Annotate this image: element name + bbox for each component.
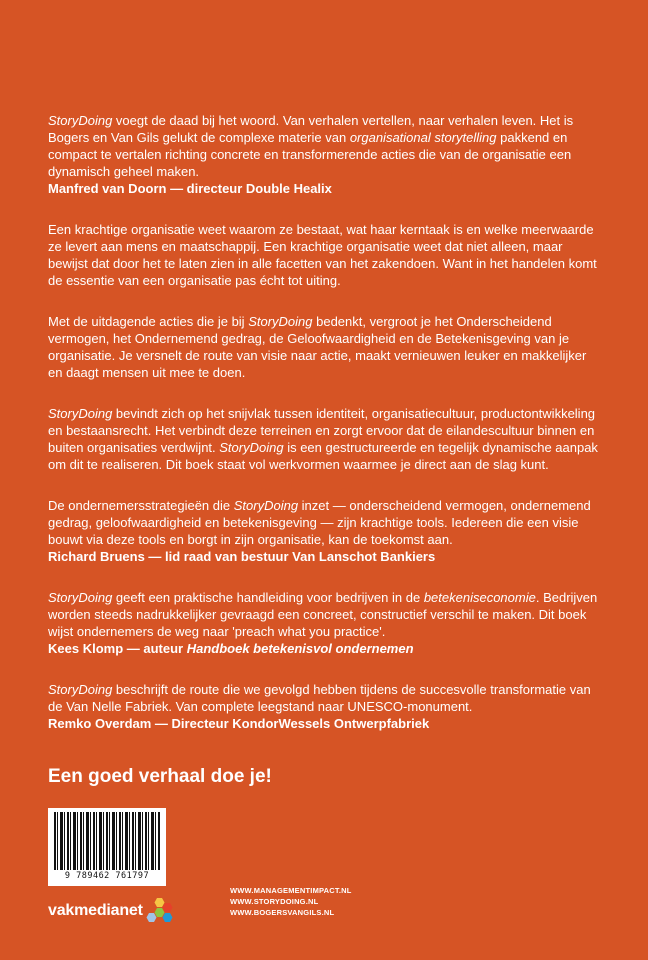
website-list <box>230 885 352 918</box>
paragraph-snijvlak <box>48 405 600 473</box>
url-managementimpact: WWW.MANAGEMENTIMPACT.NL <box>230 886 352 895</box>
quote-text: StoryDoing voegt de daad bij het woord. Van verhalen vertellen, naar verhalen leven. Het is Bogers en Van Gils gelukt de complexe materie van organisational storytelling pakkend en compact te vertalen richting concrete en transformerende acties die van de organisatie een dynamisch geheel maken. <box>48 113 574 179</box>
paragraph-text: Met de uitdagende acties die je bij StoryDoing bedenkt, vergroot je het Onderscheidend vermogen, het Ondernemend gedrag, de Geloofwaardigheid en de Betekenisgeving van je organisatie. Je versnelt de route van visie naar actie, maakt vernieuwen leuker en makkelijker en daagt mensen uit mee te doen. <box>48 314 587 380</box>
slogan: Een goed verhaal doe je! <box>48 766 272 787</box>
quote-richard <box>48 497 600 565</box>
quote-author: Kees Klomp — auteur Handboek betekenisvol ondernemen <box>48 641 414 656</box>
quote-text: StoryDoing geeft een praktische handleiding voor bedrijven in de betekeniseconomie. Bedrijven worden steeds nadrukkelijker gevraagd een concreet, constructief verschil te maken. Dit boek wijst ondernemers de weg naar 'preach what you practice'. <box>48 590 598 639</box>
barcode-number: 9 789462 761797 <box>64 871 150 881</box>
quote-kees <box>48 589 600 657</box>
barcode <box>48 808 166 886</box>
quote-author: Richard Bruens — lid raad van bestuur Van Lanschot Bankiers <box>48 549 436 564</box>
publisher-logo <box>48 896 176 926</box>
barcode-bars <box>54 812 160 870</box>
paragraph-acties <box>48 313 600 381</box>
hexagon-cluster-icon <box>146 896 176 926</box>
url-bogersvangils: WWW.BOGERSVANGILS.NL <box>230 908 335 917</box>
quote-remko <box>48 681 600 732</box>
url-storydoing: WWW.STORYDOING.NL <box>230 897 319 906</box>
quote-manfred <box>48 112 600 197</box>
paragraph-text: Een krachtige organisatie weet waarom ze bestaat, wat haar kerntaak is en welke meerwaarde ze levert aan mens en maatschappij. Een krachtige organisatie weet dat niet alleen, maar bewijst dat door het te laten zien in alle facetten van het zakendoen. Want in het handelen komt de essentie van een organisatie pas écht tot uiting. <box>48 222 597 288</box>
back-cover-text <box>48 112 600 756</box>
paragraph-intro <box>48 221 600 289</box>
quote-author: Manfred van Doorn — directeur Double Healix <box>48 181 332 196</box>
quote-text: StoryDoing beschrijft de route die we gevolgd hebben tijdens de succesvolle transformatie van de Van Nelle Fabriek. Van complete leegstand naar UNESCO-monument. <box>48 682 591 714</box>
quote-author: Remko Overdam — Directeur KondorWessels Ontwerpfabriek <box>48 716 430 731</box>
publisher-name: vakmedianet <box>48 902 143 919</box>
paragraph-text: StoryDoing bevindt zich op het snijvlak tussen identiteit, organisatiecultuur, productontwikkeling en bestaansrecht. Het verbindt deze terreinen en zorgt ervoor dat de eilandescultuur binnen en buiten organisaties verdwijnt. StoryDoing is een gestructureerde en tegelijk dynamische aanpak om dit te realiseren. Dit boek staat vol werkvormen waarmee je direct aan de slag kunt. <box>48 406 598 472</box>
quote-text: De ondernemersstrategieën die StoryDoing inzet — onderscheidend vermogen, ondernemend gedrag, geloofwaardigheid en betekenisgeving — zijn krachtige tools. Iedereen die een visie bouwt via deze tools en borgt in zijn organisatie, kan de toekomst aan. <box>48 498 591 547</box>
